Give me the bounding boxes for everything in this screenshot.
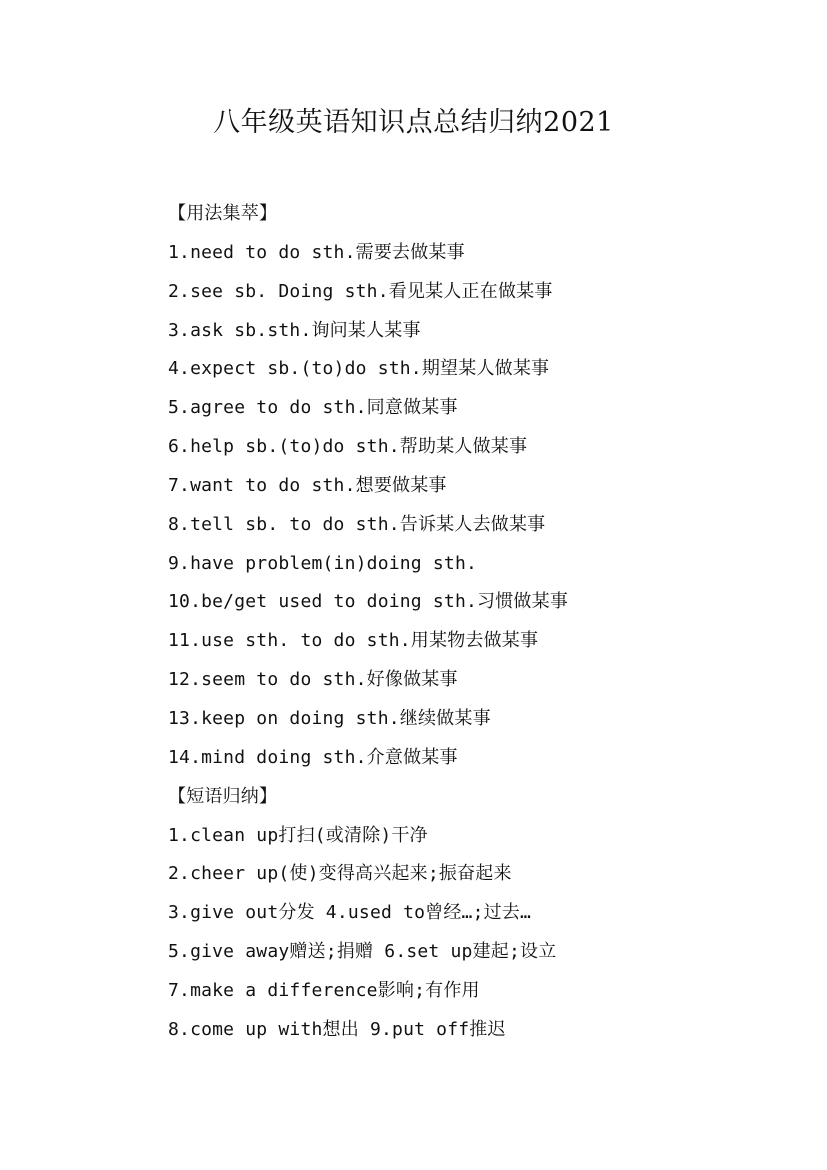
usage-item-10: 10.be/get used to doing sth.习惯做某事: [168, 591, 569, 613]
phrase-item-7: 7.make a difference影响;有作用: [168, 979, 480, 1001]
usage-item-12: 12.seem to do sth.好像做某事: [168, 669, 458, 691]
phrase-item-3-4: 3.give out分发 4.used to曾经…;过去…: [168, 902, 532, 924]
section-heading-usage: 【用法集萃】: [168, 203, 278, 224]
usage-item-8: 8.tell sb. to do sth.告诉某人去做某事: [168, 513, 546, 535]
phrase-item-1: 1.clean up打扫(或清除)干净: [168, 824, 428, 846]
phrase-item-2: 2.cheer up(使)变得高兴起来;振奋起来: [168, 863, 512, 885]
usage-item-3: 3.ask sb.sth.询问某人某事: [168, 319, 421, 341]
usage-item-11: 11.use sth. to do sth.用某物去做某事: [168, 630, 539, 652]
usage-item-9: 9.have problem(in)doing sth.: [168, 552, 478, 574]
usage-item-6: 6.help sb.(to)do sth.帮助某人做某事: [168, 436, 528, 458]
usage-item-4: 4.expect sb.(to)do sth.期望某人做某事: [168, 358, 550, 380]
document-body: [168, 195, 788, 1050]
usage-item-2: 2.see sb. Doing sth.看见某人正在做某事: [168, 280, 553, 302]
usage-item-13: 13.keep on doing sth.继续做某事: [168, 707, 491, 729]
section-heading-phrases: 【短语归纳】: [168, 785, 278, 807]
usage-item-14: 14.mind doing sth.介意做某事: [168, 746, 458, 768]
usage-item-5: 5.agree to do sth.同意做某事: [168, 397, 458, 419]
page-title: 八年级英语知识点总结归纳2021: [213, 107, 614, 138]
phrase-item-5-6: 5.give away赠送;捐赠 6.set up建起;设立: [168, 941, 557, 963]
usage-item-7: 7.want to do sth.想要做某事: [168, 474, 447, 496]
usage-item-1: 1.need to do sth.需要去做某事: [168, 241, 465, 263]
phrase-item-8-9: 8.come up with想出 9.put off推迟: [168, 1018, 506, 1040]
